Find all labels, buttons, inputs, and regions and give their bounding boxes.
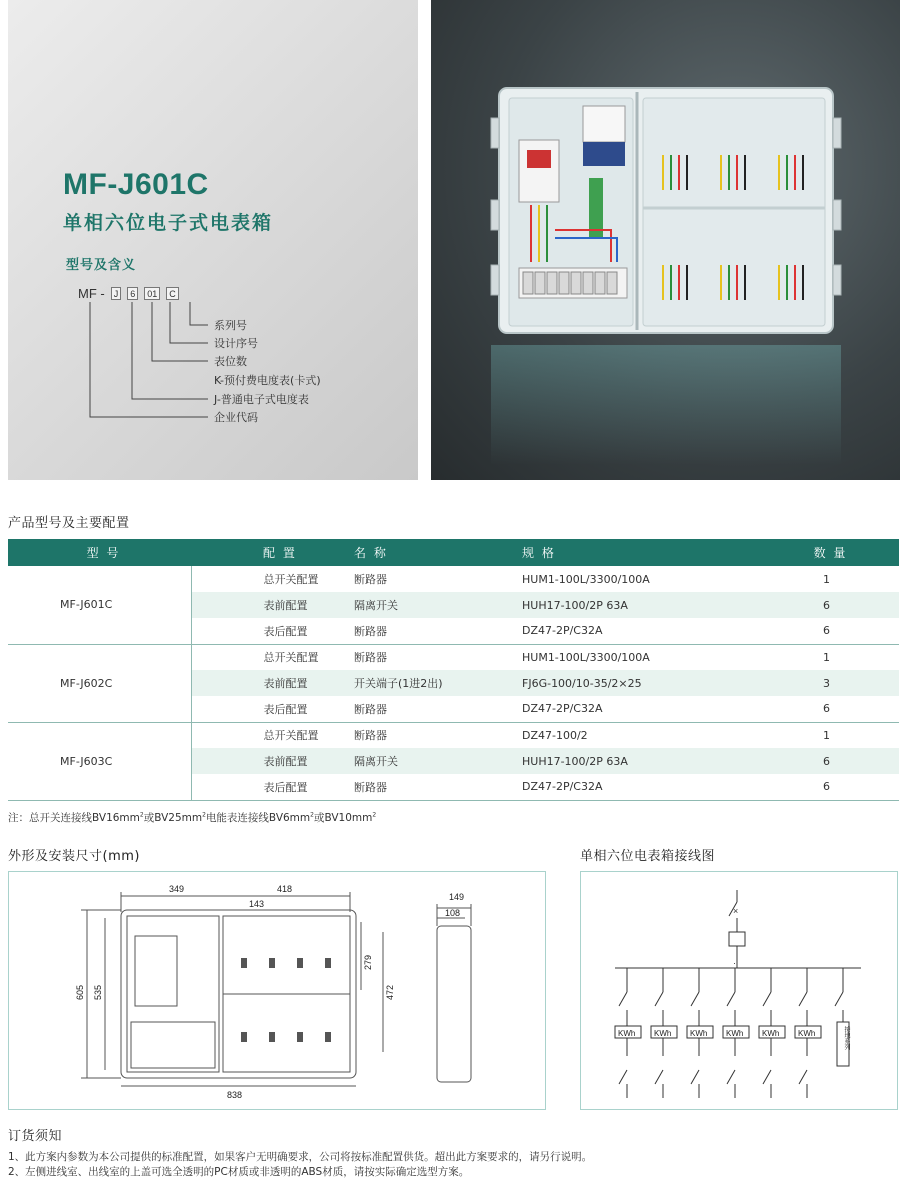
header-model: 型 号 bbox=[8, 539, 191, 566]
spec-cell: HUH17-100/2P 63A bbox=[514, 748, 754, 774]
config-cell: 表前配置 bbox=[191, 670, 346, 696]
aux-label: 接地系列 bbox=[843, 1026, 849, 1050]
spec-cell: DZ47-2P/C32A bbox=[514, 696, 754, 722]
config-cell: 表前配置 bbox=[191, 748, 346, 774]
meaning-label-electronic: J-普通电子式电度表 bbox=[214, 393, 309, 406]
name-cell: 断路器 bbox=[354, 729, 387, 743]
meaning-label-design: 设计序号 bbox=[214, 337, 258, 350]
main-switch-cross-icon: × bbox=[733, 906, 739, 916]
config-cell: 表前配置 bbox=[191, 592, 346, 618]
qty-cell: 6 bbox=[754, 774, 899, 800]
name-cell: 断路器 bbox=[346, 618, 514, 644]
bus-node-icon: · bbox=[733, 958, 736, 968]
qty-cell: 1 bbox=[823, 728, 830, 742]
config-cell: 总开关配置 bbox=[263, 651, 319, 665]
dim-143: 143 bbox=[249, 899, 265, 909]
table-header-row bbox=[8, 539, 899, 566]
model-cell: MF-J601C bbox=[8, 566, 191, 644]
header-qty: 数 量 bbox=[754, 539, 899, 566]
config-cell: 表后配置 bbox=[191, 696, 346, 722]
wire-note bbox=[8, 810, 376, 825]
product-intro-panel bbox=[8, 0, 418, 480]
meter-label-6: KWh bbox=[798, 1029, 816, 1038]
table-row bbox=[8, 722, 899, 748]
qty-cell: 1 bbox=[823, 572, 830, 586]
note-sup-4: 2 bbox=[372, 811, 377, 819]
meaning-label-series: 系列号 bbox=[214, 319, 247, 332]
spec-cell: DZ47-100/2 bbox=[522, 728, 588, 742]
meter-label-3: KWh bbox=[690, 1029, 708, 1038]
product-model-title: MF-J601C bbox=[63, 168, 209, 201]
dimensions-drawing bbox=[9, 872, 545, 1109]
name-cell: 断路器 bbox=[346, 696, 514, 722]
qty-cell: 1 bbox=[823, 650, 830, 664]
dimensions-title: 外形及安装尺寸(mm) bbox=[8, 849, 140, 864]
qty-cell: 3 bbox=[754, 670, 899, 696]
qty-cell: 6 bbox=[754, 592, 899, 618]
name-cell: 断路器 bbox=[346, 774, 514, 800]
name-cell: 断路器 bbox=[354, 651, 387, 665]
ordering-item-2: 2、左侧进线室、出线室的上盖可选全透明的PC材质或非透明的ABS材质，请按实际确定选型方案。 bbox=[8, 1166, 470, 1178]
dim-535: 535 bbox=[93, 984, 103, 1000]
meter-label-4: KWh bbox=[726, 1029, 744, 1038]
config-cell: 表后配置 bbox=[191, 618, 346, 644]
dim-472: 472 bbox=[385, 984, 395, 1000]
meaning-label-company: 企业代码 bbox=[214, 411, 258, 424]
spec-cell: HUM1-100L/3300/100A bbox=[522, 572, 650, 586]
meaning-label-positions: 表位数 bbox=[214, 355, 247, 368]
header-name: 名 称 bbox=[346, 539, 514, 566]
qty-cell: 6 bbox=[754, 748, 899, 774]
dim-838: 838 bbox=[227, 1090, 243, 1100]
config-cell: 总开关配置 bbox=[263, 573, 319, 586]
dim-279: 279 bbox=[363, 954, 373, 970]
model-cell: MF-J603C bbox=[8, 722, 191, 800]
header-config: 配 置 bbox=[191, 539, 346, 566]
model-cell: MF-J602C bbox=[8, 644, 191, 722]
config-section-title: 产品型号及主要配置 bbox=[8, 516, 130, 531]
code-part-j: J bbox=[111, 287, 122, 300]
name-cell: 隔离开关 bbox=[346, 592, 514, 618]
note-sup-3: 2 bbox=[310, 811, 314, 819]
spec-cell: DZ47-2P/C32A bbox=[514, 774, 754, 800]
photo-reflection bbox=[491, 345, 841, 465]
qty-cell: 6 bbox=[754, 618, 899, 644]
meter-label-5: KWh bbox=[762, 1029, 780, 1038]
dim-108: 108 bbox=[445, 908, 461, 918]
meter-label-1: KWh bbox=[618, 1029, 636, 1038]
code-part-6: 6 bbox=[127, 287, 138, 300]
ordering-title: 订货须知 bbox=[8, 1129, 63, 1144]
meaning-label-prepaid: K-预付费电度表(卡式) bbox=[214, 374, 321, 387]
spec-cell: DZ47-2P/C32A bbox=[514, 618, 754, 644]
table-row bbox=[8, 566, 899, 592]
code-prefix: MF - bbox=[78, 285, 105, 301]
note-text-1: 注：总开关连接线BV16mm bbox=[8, 812, 140, 824]
dim-349: 349 bbox=[169, 884, 185, 894]
spec-cell: HUM1-100L/3300/100A bbox=[522, 650, 650, 664]
qty-cell: 6 bbox=[754, 696, 899, 722]
note-text-4: 或BV10mm bbox=[313, 812, 373, 824]
meter-label-2: KWh bbox=[654, 1029, 672, 1038]
meaning-title: 型号及含义 bbox=[66, 258, 137, 273]
dimensions-drawing-box bbox=[8, 871, 546, 1110]
spec-cell: FJ6G-100/10-35/2×25 bbox=[514, 670, 754, 696]
spec-cell: HUH17-100/2P 63A bbox=[514, 592, 754, 618]
note-sup-1: 2 bbox=[139, 811, 144, 819]
config-table bbox=[8, 539, 899, 801]
dim-605: 605 bbox=[75, 984, 85, 1000]
dim-418: 418 bbox=[277, 884, 293, 894]
code-part-01: 01 bbox=[144, 287, 160, 300]
product-photo bbox=[431, 0, 900, 480]
wiring-diagram bbox=[581, 872, 897, 1109]
meaning-leader-lines bbox=[86, 300, 216, 425]
config-cell: 表后配置 bbox=[191, 774, 346, 800]
product-subtitle: 单相六位电子式电表箱 bbox=[63, 212, 274, 234]
code-part-c: C bbox=[166, 287, 179, 300]
note-text-2: 或BV25mm bbox=[143, 812, 203, 824]
ordering-item-1: 1、此方案内参数为本公司提供的标准配置，如果客户无明确要求，公司将按标准配置供货。超出此方案要求的，请另行说明。 bbox=[8, 1151, 593, 1163]
dim-149: 149 bbox=[449, 892, 465, 902]
note-text-3: 电能表连接线BV6mm bbox=[205, 812, 311, 824]
note-sup-2: 2 bbox=[202, 811, 206, 819]
name-cell: 断路器 bbox=[354, 573, 387, 586]
header-spec: 规 格 bbox=[514, 539, 754, 566]
config-cell: 总开关配置 bbox=[263, 729, 319, 743]
name-cell: 隔离开关 bbox=[346, 748, 514, 774]
wiring-title: 单相六位电表箱接线图 bbox=[580, 849, 716, 864]
table-row bbox=[8, 644, 899, 670]
name-cell: 开关端子(1进2出) bbox=[346, 670, 514, 696]
wiring-diagram-box bbox=[580, 871, 898, 1110]
